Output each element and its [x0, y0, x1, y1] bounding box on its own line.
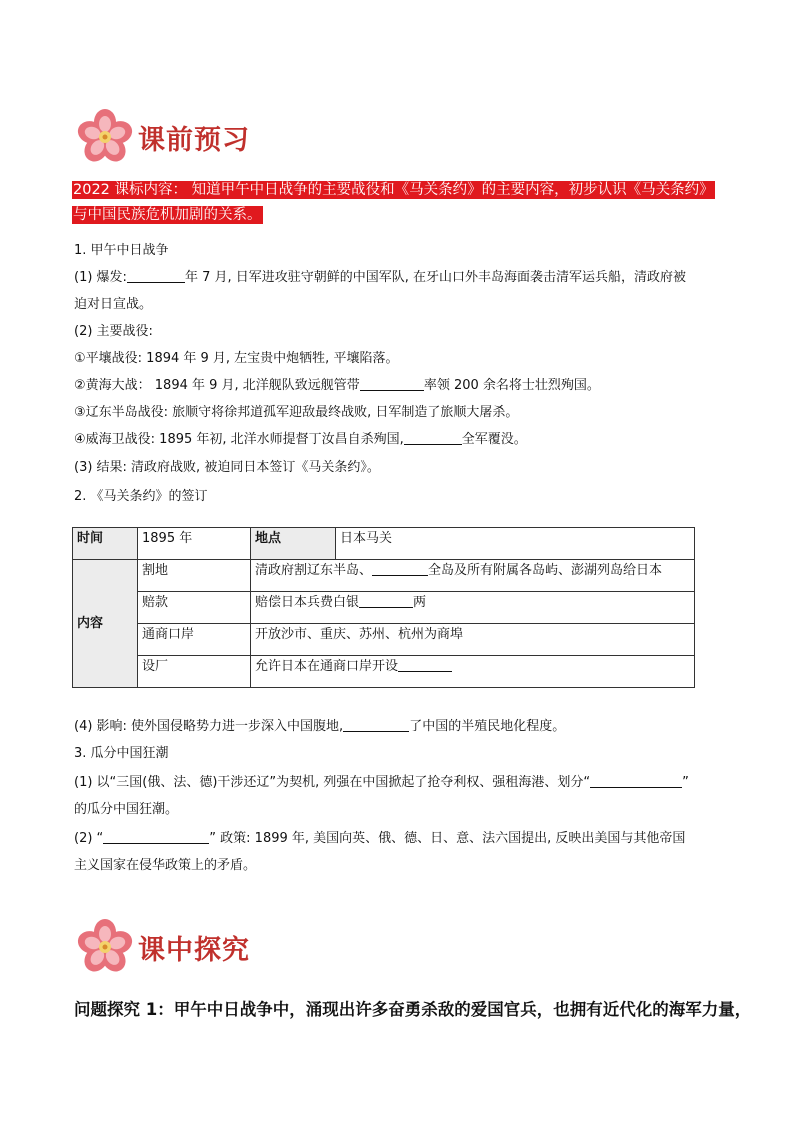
- fill-blank[interactable]: [103, 829, 209, 844]
- table-row: [73, 592, 695, 624]
- outbreak-line: [74, 265, 722, 291]
- time-value: 1895 年: [138, 528, 251, 560]
- scramble-line: [74, 770, 722, 796]
- detail-cell: [251, 560, 695, 592]
- place-label: 地点: [251, 528, 336, 560]
- battle4-text-end: 全军覆没。: [461, 432, 527, 447]
- fill-blank[interactable]: [372, 561, 428, 576]
- open-door-text: ” 政策: 1899 年, 美国向英、俄、德、日、意、法六国提出, 反映出美国与其他帝国: [209, 831, 686, 846]
- battle2-text: ②黄海大战： 1894 年 9 月, 北洋舰队致远舰管带: [74, 378, 360, 393]
- detail-text: 清政府割辽东半岛、: [255, 563, 373, 578]
- place-value: 日本马关: [336, 528, 695, 560]
- time-label: 时间: [73, 528, 138, 560]
- heading-part3: 3. 瓜分中国狂潮: [74, 746, 169, 761]
- fill-blank[interactable]: [398, 657, 452, 672]
- scramble-quote: ”: [682, 775, 689, 790]
- battle-weihaiwei: [74, 427, 722, 453]
- detail-text-end: 全岛及所有附属各岛屿、澎湖列岛给日本: [428, 563, 663, 578]
- fill-blank[interactable]: [127, 268, 185, 283]
- outbreak-text: 年 7 月, 日军进攻驻守朝鲜的中国军队, 在牙山口外丰岛海面袭击清军运兵船，清政府被: [184, 270, 687, 285]
- battle-yellow-sea: [74, 373, 722, 399]
- table-row: [73, 656, 695, 688]
- table-row: [73, 528, 695, 560]
- battle4-text: ④威海卫战役: 1895 年初, 北洋水师提督丁汝昌自杀殉国,: [74, 432, 404, 447]
- detail-cell: [251, 592, 695, 624]
- curriculum-standard-text: 2022 课标内容： 知道甲午中日战争的主要战役和《马关条约》的主要内容，初步认识《马关条约》与中国民族危机加剧的关系。: [73, 182, 714, 223]
- detail-text: 赔偿日本兵费白银: [255, 595, 360, 610]
- section-header-preview: [74, 108, 374, 168]
- outbreak-label: (1) 爆发:: [74, 270, 127, 285]
- content-label: 内容: [73, 560, 138, 688]
- table-row: [73, 560, 695, 592]
- detail-cell: [251, 656, 695, 688]
- impact-text-end: 了中国的半殖民地化程度。: [409, 719, 566, 734]
- heading-part1: 1. 甲午中日战争: [74, 243, 169, 258]
- section-header-inquiry: [74, 918, 374, 978]
- battle-pyongyang: ①平壤战役: 1894 年 9 月, 左宝贵中炮牺牲, 平壤陷落。: [74, 351, 399, 366]
- plum-blossom-icon: [74, 108, 136, 166]
- impact-line: [74, 714, 722, 740]
- open-door-line: [74, 826, 722, 852]
- battle2-text-end: 率领 200 余名将士壮烈殉国。: [423, 378, 600, 393]
- section-title: 课前预习: [138, 125, 250, 156]
- item-cell: 通商口岸: [138, 624, 251, 656]
- plum-blossom-icon: [74, 918, 136, 976]
- item-cell: 设厂: [138, 656, 251, 688]
- fill-blank[interactable]: [590, 773, 682, 788]
- detail-cell: 开放沙市、重庆、苏州、杭州为商埠: [251, 624, 695, 656]
- open-door-line-cont: 主义国家在侵华政策上的矛盾。: [74, 858, 257, 873]
- result-line: (3) 结果: 清政府战败, 被迫同日本签订《马关条约》。: [74, 460, 380, 475]
- fill-blank[interactable]: [359, 593, 413, 608]
- fill-blank[interactable]: [360, 376, 424, 391]
- battles-heading: (2) 主要战役:: [74, 324, 153, 339]
- impact-text: (4) 影响: 使外国侵略势力进一步深入中国腹地,: [74, 719, 344, 734]
- fill-blank[interactable]: [404, 430, 462, 445]
- fill-blank[interactable]: [343, 717, 409, 732]
- item-cell: 割地: [138, 560, 251, 592]
- open-door-label: (2) “: [74, 831, 104, 846]
- outbreak-line-cont: 迫对日宣战。: [74, 297, 153, 312]
- curriculum-standard: [72, 178, 720, 228]
- heading-part2: 2. 《马关条约》的签订: [74, 489, 208, 504]
- detail-text-end: 两: [413, 595, 427, 610]
- section-title: 课中探究: [138, 935, 250, 966]
- table-row: [73, 624, 695, 656]
- battle-liaodong: ③辽东半岛战役: 旅顺守将徐邦道孤军迎敌最终战败, 日军制造了旅顺大屠杀。: [74, 405, 519, 420]
- scramble-line-cont: 的瓜分中国狂潮。: [74, 802, 179, 817]
- item-cell: 赔款: [138, 592, 251, 624]
- inquiry-question: 问题探究 1：甲午中日战争中，涌现出许多奋勇杀敌的爱国官兵，也拥有近代化的海军力量，: [74, 1000, 752, 1019]
- treaty-table: [72, 527, 695, 688]
- scramble-text: (1) 以“三国(俄、法、德)干涉还辽”为契机, 列强在中国掀起了抢夺利权、强租海港、划分“: [74, 775, 591, 790]
- detail-text: 允许日本在通商口岸开设: [255, 659, 399, 674]
